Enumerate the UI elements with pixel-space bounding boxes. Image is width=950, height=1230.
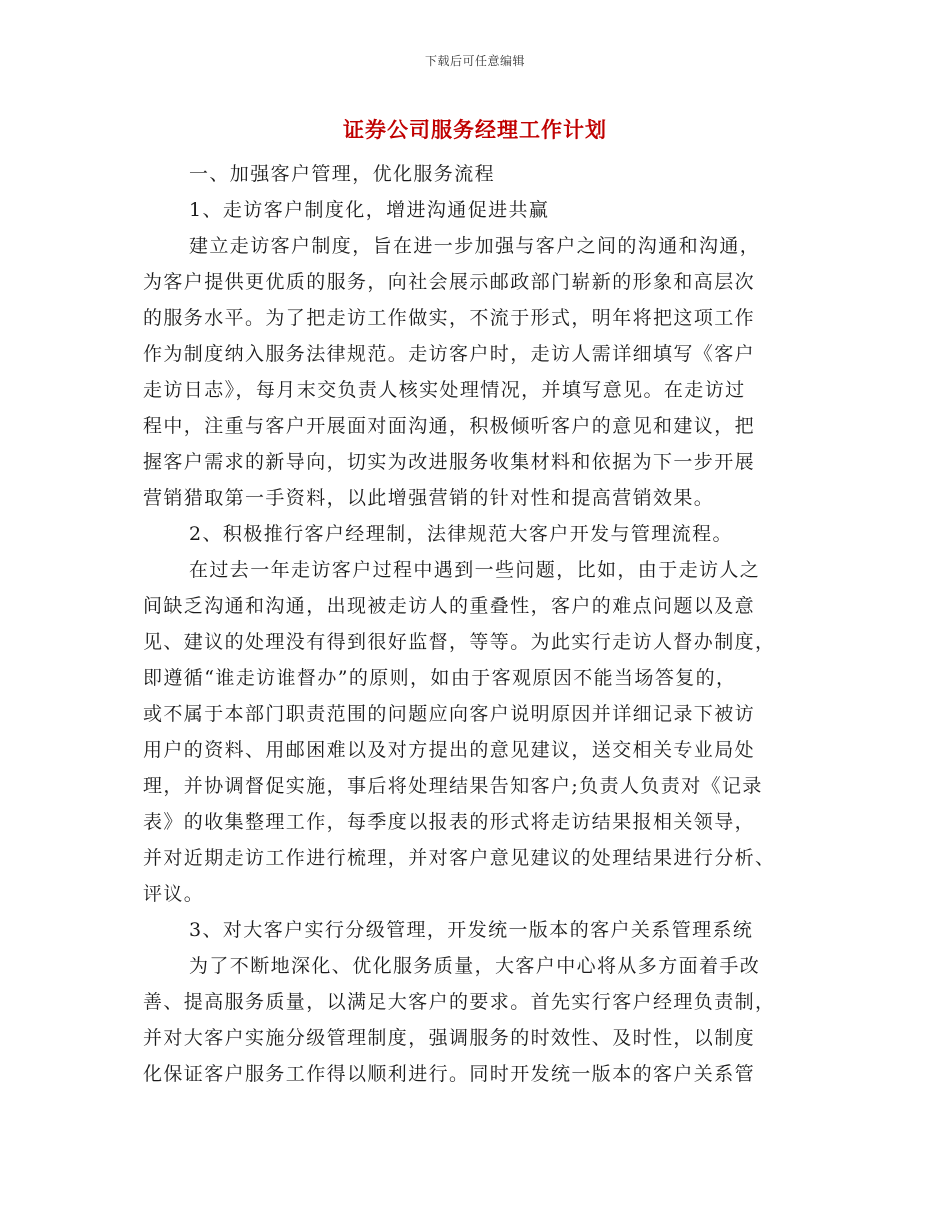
text-line: 间缺乏沟通和沟通，出现被走访人的重叠性，客户的难点问题以及意 (143, 595, 756, 617)
text-line: 即遵循“谁走访谁督办”的原则，如由于客观原因不能当场答复的， (143, 667, 737, 689)
text-line: 为客户提供更优质的服务，向社会展示邮政部门崭新的形象和高层次 (143, 271, 756, 293)
text-line: 作为制度纳入服务法律规范。走访客户时，走访人需详细填写《客户 (143, 343, 756, 365)
text-line: 并对大客户实施分级管理制度，强调服务的时效性、及时性，以制度 (143, 1027, 756, 1049)
text-line: 3、对大客户实行分级管理，开发统一版本的客户关系管理系统 (189, 919, 754, 941)
text-line: 2、积极推行客户经理制，法律规范大客户开发与管理流程。 (189, 523, 733, 545)
text-line: 并对近期走访工作进行梳理，并对客户意见建议的处理结果进行分析、 (143, 847, 776, 869)
text-line: 理，并协调督促实施，事后将处理结果告知客户;负责人负责对《记录 (143, 775, 763, 797)
text-line: 的服务水平。为了把走访工作做实，不流于形式，明年将把这项工作 (143, 307, 756, 329)
header-note: 下载后可任意编辑 (424, 54, 525, 68)
text-line: 善、提高服务质量，以满足大客户的要求。首先实行客户经理负责制， (143, 991, 776, 1013)
text-line: 营销猎取第一手资料，以此增强营销的针对性和提高营销效果。 (143, 487, 715, 509)
text-line: 一、加强客户管理，优化服务流程 (189, 163, 496, 185)
text-line: 在过去一年走访客户过程中遇到一些问题，比如，由于走访人之 (189, 559, 761, 581)
text-line: 或不属于本部门职责范围的问题应向客户说明原因并详细记录下被访 (143, 703, 756, 725)
text-line: 评议。 (143, 883, 205, 905)
text-line: 为了不断地深化、优化服务质量，大客户中心将从多方面着手改 (189, 955, 761, 977)
document-body (143, 156, 811, 1092)
text-line: 建立走访客户制度，旨在进一步加强与客户之间的沟通和沟通， (189, 235, 761, 257)
text-line: 表》的收集整理工作，每季度以报表的形式将走访结果报相关领导， (143, 811, 756, 833)
text-line: 握客户需求的新导向，切实为改进服务收集材料和依据为下一步开展 (143, 451, 756, 473)
text-line: 用户的资料、用邮困难以及对方提出的意见建议，送交相关专业局处 (143, 739, 756, 761)
text-line: 走访日志》，每月末交负责人核实处理情况，并填写意见。在走访过 (143, 379, 746, 401)
text-line: 见、建议的处理没有得到很好监督，等等。为此实行走访人督办制度， (143, 631, 776, 653)
text-line: 1、走访客户制度化，增进沟通促进共赢 (189, 199, 550, 221)
text-line: 程中，注重与客户开展面对面沟通，积极倾听客户的意见和建议，把 (143, 415, 756, 437)
text-line: 化保证客户服务工作得以顺利进行。同时开发统一版本的客户关系管 (143, 1063, 756, 1085)
document-title: 证券公司服务经理工作计划 (343, 117, 607, 142)
